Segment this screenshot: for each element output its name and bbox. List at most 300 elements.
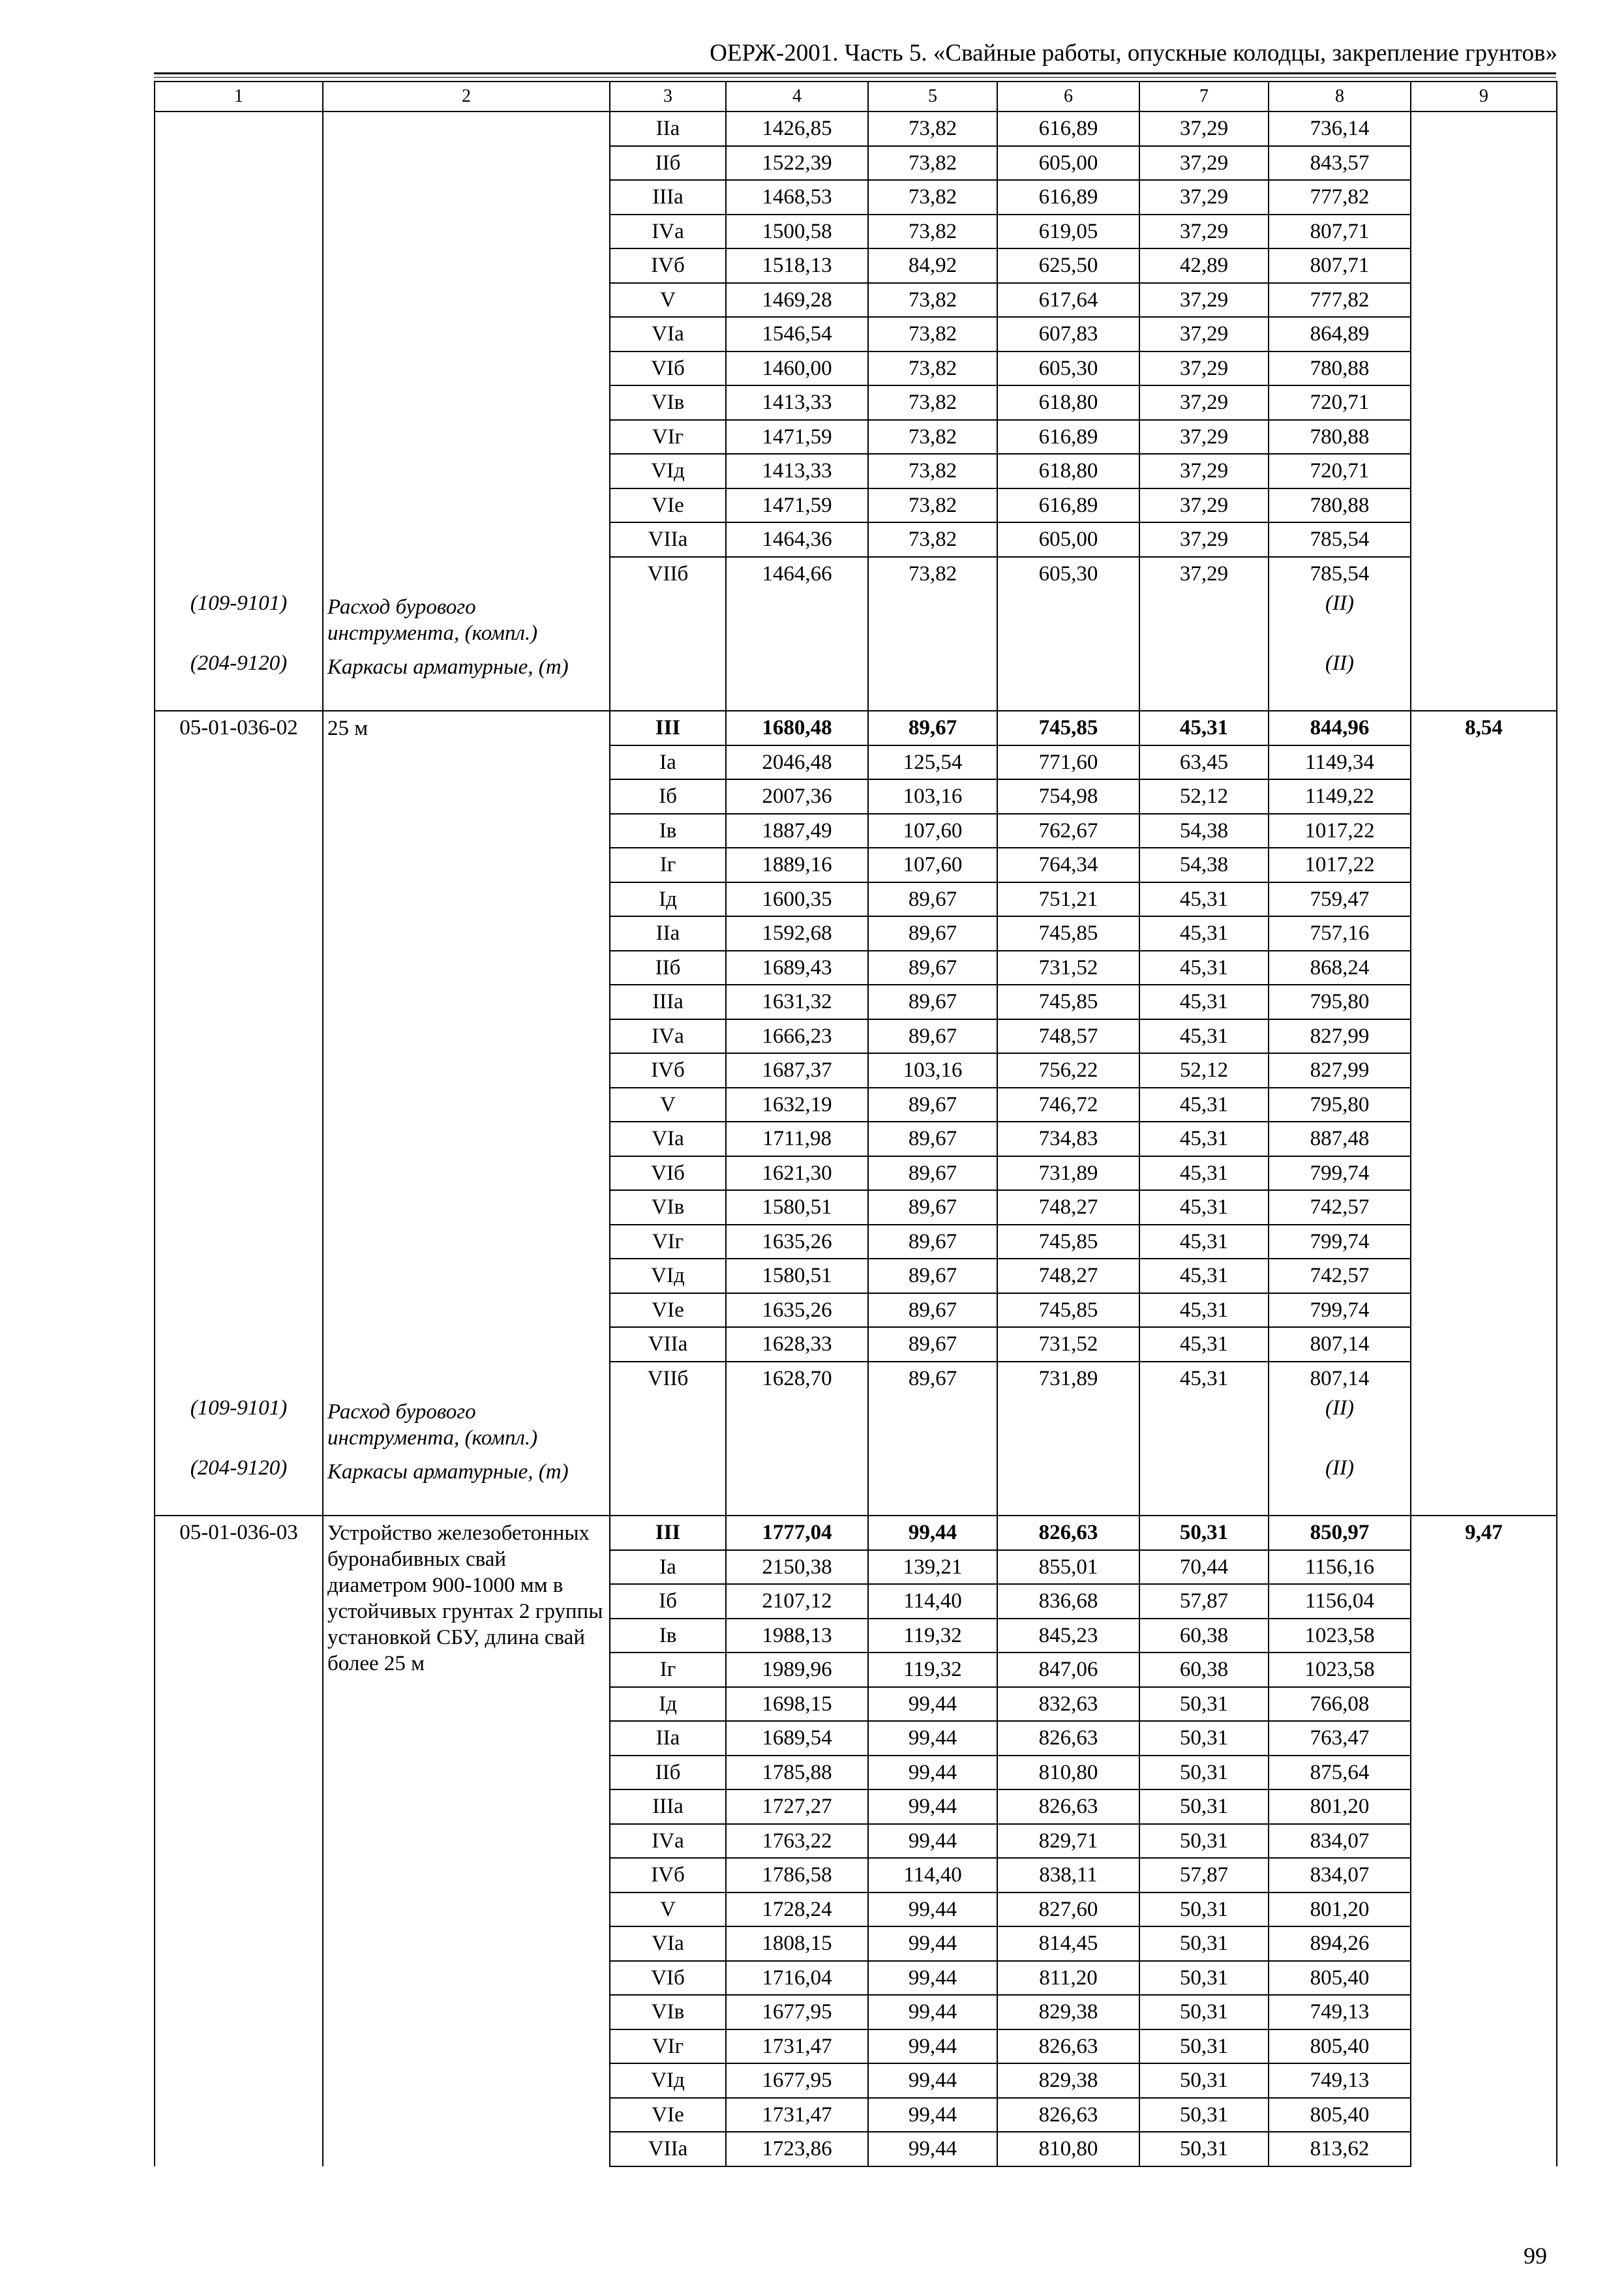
value-cell: 45,31 (1139, 882, 1269, 917)
value-cell: 45,31 (1139, 1327, 1269, 1362)
value-cell: 1468,53 (726, 180, 868, 215)
value-cell: 754,98 (997, 779, 1139, 814)
value-cell: 37,29 (1139, 283, 1269, 318)
value-cell: 1464,66 (726, 557, 868, 591)
value-cell: 894,26 (1269, 1926, 1411, 1961)
value-cell: 720,71 (1269, 454, 1411, 488)
empty-cell (726, 650, 868, 711)
zone-cell: IIа (610, 1721, 726, 1756)
value-cell: 829,38 (997, 2063, 1139, 2098)
value-cell: 1471,59 (726, 488, 868, 523)
value-cell: 99,44 (868, 1516, 997, 1550)
value-cell: 1677,95 (726, 2063, 868, 2098)
empty-cell (726, 1455, 868, 1516)
value-cell: 45,31 (1139, 1122, 1269, 1156)
zone-cell: VIIа (610, 2132, 726, 2166)
value-cell: 103,16 (868, 1053, 997, 1088)
value-cell: 73,82 (868, 112, 997, 146)
value-cell: 618,80 (997, 454, 1139, 488)
value-cell: 887,48 (1269, 1122, 1411, 1156)
col9-value: 9,47 (1411, 1516, 1557, 2166)
value-cell: 37,29 (1139, 420, 1269, 455)
value-cell: 731,52 (997, 951, 1139, 985)
zone-cell: IVа (610, 1824, 726, 1859)
zone-cell: VIе (610, 2098, 726, 2132)
value-cell: 1471,59 (726, 420, 868, 455)
value-cell: 73,82 (868, 385, 997, 420)
empty-cell (868, 590, 997, 650)
value-cell: 1426,85 (726, 112, 868, 146)
value-cell: 605,30 (997, 352, 1139, 386)
value-cell: 1723,86 (726, 2132, 868, 2166)
value-cell: 810,80 (997, 2132, 1139, 2166)
resource-name: Расход бурового инструмента, (компл.) (323, 1395, 610, 1455)
value-cell: 57,87 (1139, 1858, 1269, 1893)
work-name (323, 112, 610, 590)
zone-cell: IIа (610, 112, 726, 146)
value-cell: 759,47 (1269, 882, 1411, 917)
value-cell: 50,31 (1139, 1687, 1269, 1722)
empty-cell (997, 1395, 1139, 1455)
value-cell: 757,16 (1269, 916, 1411, 951)
zone-cell: Iв (610, 814, 726, 848)
value-cell: 736,14 (1269, 112, 1411, 146)
value-cell: 847,06 (997, 1653, 1139, 1687)
value-cell: 777,82 (1269, 180, 1411, 215)
work-name: Устройство железобетонных буронабивных свай диаметром 900-1000 мм в устойчивых грунтах 2 группы установкой СБУ, длина свай более 25 м (323, 1516, 610, 2166)
zone-cell: VIа (610, 317, 726, 352)
value-cell: 73,82 (868, 420, 997, 455)
value-cell: 73,82 (868, 488, 997, 523)
value-cell: 1698,15 (726, 1687, 868, 1722)
work-code (155, 112, 323, 590)
value-cell: 73,82 (868, 180, 997, 215)
value-cell: 834,07 (1269, 1824, 1411, 1859)
value-cell: 45,31 (1139, 951, 1269, 985)
value-cell: 805,40 (1269, 1961, 1411, 1996)
value-cell: 99,44 (868, 1789, 997, 1824)
value-cell: 1017,22 (1269, 814, 1411, 848)
value-cell: 1731,47 (726, 2098, 868, 2132)
resource-code: (109-9101) (155, 590, 323, 650)
zone-cell: Iд (610, 1687, 726, 1722)
resource-name: Каркасы арматурные, (т) (323, 1455, 610, 1516)
value-cell: 37,29 (1139, 385, 1269, 420)
column-number: 3 (610, 82, 726, 112)
value-cell: 1989,96 (726, 1653, 868, 1687)
value-cell: 73,82 (868, 146, 997, 181)
value-cell: 616,89 (997, 488, 1139, 523)
value-cell: 1887,49 (726, 814, 868, 848)
value-cell: 829,71 (997, 1824, 1139, 1859)
value-cell: 850,97 (1269, 1516, 1411, 1550)
column-numbers-row (155, 82, 1557, 112)
value-cell: 1500,58 (726, 215, 868, 249)
value-cell: 50,31 (1139, 1893, 1269, 1927)
value-cell: 45,31 (1139, 1088, 1269, 1122)
value-cell: 73,82 (868, 557, 997, 591)
value-cell: 119,32 (868, 1653, 997, 1687)
value-cell: 1023,58 (1269, 1619, 1411, 1653)
value-cell: 799,74 (1269, 1293, 1411, 1328)
column-number: 9 (1411, 82, 1557, 112)
value-cell: 89,67 (868, 1122, 997, 1156)
value-cell: 1635,26 (726, 1293, 868, 1328)
value-cell: 745,85 (997, 711, 1139, 745)
value-cell: 766,08 (1269, 1687, 1411, 1722)
value-cell: 748,27 (997, 1259, 1139, 1293)
value-cell: 1728,24 (726, 1893, 868, 1927)
value-cell: 785,54 (1269, 522, 1411, 557)
zone-cell: Iа (610, 745, 726, 780)
value-cell: 838,11 (997, 1858, 1139, 1893)
column-number: 6 (997, 82, 1139, 112)
value-cell: 1023,58 (1269, 1653, 1411, 1687)
page-number: 99 (1524, 2243, 1547, 2269)
value-cell: 119,32 (868, 1619, 997, 1653)
zone-cell: VIв (610, 1190, 726, 1225)
value-cell: 50,31 (1139, 2098, 1269, 2132)
zone-cell: VIе (610, 488, 726, 523)
value-cell: 99,44 (868, 1687, 997, 1722)
zone-cell: VIIб (610, 1362, 726, 1396)
value-cell: 37,29 (1139, 522, 1269, 557)
value-cell: 756,22 (997, 1053, 1139, 1088)
value-cell: 50,31 (1139, 1756, 1269, 1790)
value-cell: 1635,26 (726, 1225, 868, 1259)
zone-cell: Iб (610, 779, 726, 814)
value-cell: 45,31 (1139, 1019, 1269, 1054)
zone-cell: Iд (610, 882, 726, 917)
value-cell: 42,89 (1139, 248, 1269, 283)
empty-cell (610, 1395, 726, 1455)
value-cell: 829,38 (997, 1995, 1139, 2029)
resource-value: (II) (1269, 1455, 1411, 1516)
value-cell: 813,62 (1269, 2132, 1411, 2166)
value-cell: 1522,39 (726, 146, 868, 181)
value-cell: 50,31 (1139, 2029, 1269, 2064)
value-cell: 73,82 (868, 283, 997, 318)
empty-cell (868, 1395, 997, 1455)
value-cell: 807,71 (1269, 248, 1411, 283)
value-cell: 1580,51 (726, 1259, 868, 1293)
value-cell: 99,44 (868, 2063, 997, 2098)
value-cell: 1988,13 (726, 1619, 868, 1653)
col9-value: 8,54 (1411, 711, 1557, 1516)
value-cell: 745,85 (997, 916, 1139, 951)
value-cell: 73,82 (868, 454, 997, 488)
value-cell: 52,12 (1139, 1053, 1269, 1088)
value-cell: 864,89 (1269, 317, 1411, 352)
empty-cell (726, 1395, 868, 1455)
value-cell: 795,80 (1269, 985, 1411, 1019)
value-cell: 1889,16 (726, 848, 868, 882)
value-cell: 811,20 (997, 1961, 1139, 1996)
value-cell: 843,57 (1269, 146, 1411, 181)
value-cell: 1621,30 (726, 1156, 868, 1191)
zone-cell: VIа (610, 1926, 726, 1961)
value-cell: 2107,12 (726, 1584, 868, 1619)
value-cell: 1716,04 (726, 1961, 868, 1996)
value-cell: 139,21 (868, 1550, 997, 1585)
zone-cell: VIа (610, 1122, 726, 1156)
value-cell: 771,60 (997, 745, 1139, 780)
column-number: 4 (726, 82, 868, 112)
value-cell: 114,40 (868, 1858, 997, 1893)
value-cell: 1632,19 (726, 1088, 868, 1122)
value-cell: 731,89 (997, 1156, 1139, 1191)
value-cell: 45,31 (1139, 1190, 1269, 1225)
column-number: 1 (155, 82, 323, 112)
empty-cell (868, 1455, 997, 1516)
value-cell: 37,29 (1139, 146, 1269, 181)
value-cell: 1687,37 (726, 1053, 868, 1088)
zone-cell: VIв (610, 1995, 726, 2029)
value-cell: 625,50 (997, 248, 1139, 283)
empty-cell (997, 650, 1139, 711)
value-cell: 99,44 (868, 2132, 997, 2166)
value-cell: 1469,28 (726, 283, 868, 318)
empty-cell (726, 590, 868, 650)
work-code: 05-01-036-03 (155, 1516, 323, 2166)
value-cell: 617,64 (997, 283, 1139, 318)
zone-cell: V (610, 283, 726, 318)
value-cell: 810,80 (997, 1756, 1139, 1790)
value-cell: 1680,48 (726, 711, 868, 745)
value-cell: 731,89 (997, 1362, 1139, 1396)
value-cell: 57,87 (1139, 1584, 1269, 1619)
resource-row (155, 650, 1557, 711)
value-cell: 89,67 (868, 1225, 997, 1259)
value-cell: 616,89 (997, 112, 1139, 146)
value-cell: 45,31 (1139, 1225, 1269, 1259)
value-cell: 37,29 (1139, 317, 1269, 352)
zone-cell: IIб (610, 1756, 726, 1790)
value-cell: 89,67 (868, 1362, 997, 1396)
value-cell: 89,67 (868, 1259, 997, 1293)
zone-cell: VIIа (610, 1327, 726, 1362)
value-cell: 807,14 (1269, 1362, 1411, 1396)
value-cell: 1711,98 (726, 1122, 868, 1156)
zone-cell: IIIа (610, 1789, 726, 1824)
value-cell: 751,21 (997, 882, 1139, 917)
value-cell: 807,71 (1269, 215, 1411, 249)
zone-cell: Iа (610, 1550, 726, 1585)
value-cell: 1149,34 (1269, 745, 1411, 780)
value-cell: 1628,70 (726, 1362, 868, 1396)
zone-cell: IIб (610, 146, 726, 181)
value-cell: 60,38 (1139, 1653, 1269, 1687)
table-row (155, 1516, 1557, 1550)
value-cell: 45,31 (1139, 1362, 1269, 1396)
value-cell: 50,31 (1139, 2132, 1269, 2166)
value-cell: 832,63 (997, 1687, 1139, 1722)
resource-name: Расход бурового инструмента, (компл.) (323, 590, 610, 650)
header-rule-thick (154, 72, 1556, 74)
value-cell: 50,31 (1139, 1961, 1269, 1996)
value-cell: 54,38 (1139, 814, 1269, 848)
value-cell: 45,31 (1139, 916, 1269, 951)
value-cell: 99,44 (868, 1926, 997, 1961)
value-cell: 619,05 (997, 215, 1139, 249)
column-number: 7 (1139, 82, 1269, 112)
value-cell: 89,67 (868, 882, 997, 917)
value-cell: 780,88 (1269, 488, 1411, 523)
value-cell: 37,29 (1139, 180, 1269, 215)
value-cell: 89,67 (868, 1019, 997, 1054)
zone-cell: VIг (610, 1225, 726, 1259)
value-cell: 84,92 (868, 248, 997, 283)
value-cell: 1731,47 (726, 2029, 868, 2064)
value-cell: 73,82 (868, 522, 997, 557)
value-cell: 826,63 (997, 1789, 1139, 1824)
resource-code: (204-9120) (155, 650, 323, 711)
value-cell: 868,24 (1269, 951, 1411, 985)
value-cell: 1017,22 (1269, 848, 1411, 882)
value-cell: 731,52 (997, 1327, 1139, 1362)
zone-cell: IVа (610, 1019, 726, 1054)
value-cell: 45,31 (1139, 1156, 1269, 1191)
value-cell: 50,31 (1139, 1789, 1269, 1824)
value-cell: 749,13 (1269, 1995, 1411, 2029)
zone-cell: VIд (610, 454, 726, 488)
value-cell: 1600,35 (726, 882, 868, 917)
zone-cell: IIIа (610, 180, 726, 215)
value-cell: 1785,88 (726, 1756, 868, 1790)
value-cell: 826,63 (997, 1516, 1139, 1550)
value-cell: 2150,38 (726, 1550, 868, 1585)
zone-cell: IIIа (610, 985, 726, 1019)
value-cell: 827,60 (997, 1893, 1139, 1927)
zone-cell: VIг (610, 2029, 726, 2064)
zone-cell: Iг (610, 1653, 726, 1687)
value-cell: 801,20 (1269, 1789, 1411, 1824)
value-cell: 764,34 (997, 848, 1139, 882)
value-cell: 1580,51 (726, 1190, 868, 1225)
value-cell: 799,74 (1269, 1156, 1411, 1191)
value-cell: 99,44 (868, 2098, 997, 2132)
value-cell: 742,57 (1269, 1259, 1411, 1293)
value-cell: 37,29 (1139, 488, 1269, 523)
zone-cell: IIб (610, 951, 726, 985)
value-cell: 745,85 (997, 1293, 1139, 1328)
value-cell: 107,60 (868, 848, 997, 882)
value-cell: 1518,13 (726, 248, 868, 283)
value-cell: 37,29 (1139, 454, 1269, 488)
zone-cell: VIб (610, 1961, 726, 1996)
empty-cell (1139, 1455, 1269, 1516)
value-cell: 70,44 (1139, 1550, 1269, 1585)
value-cell: 37,29 (1139, 112, 1269, 146)
value-cell: 99,44 (868, 1721, 997, 1756)
value-cell: 99,44 (868, 1961, 997, 1996)
value-cell: 855,01 (997, 1550, 1139, 1585)
empty-cell (1139, 650, 1269, 711)
value-cell: 89,67 (868, 1327, 997, 1362)
empty-cell (1139, 1395, 1269, 1455)
value-cell: 52,12 (1139, 779, 1269, 814)
zone-cell: VIд (610, 1259, 726, 1293)
value-cell: 805,40 (1269, 2098, 1411, 2132)
value-cell: 826,63 (997, 2098, 1139, 2132)
value-cell: 1666,23 (726, 1019, 868, 1054)
value-cell: 37,29 (1139, 352, 1269, 386)
value-cell: 875,64 (1269, 1756, 1411, 1790)
resource-row (155, 1455, 1557, 1516)
empty-cell (868, 650, 997, 711)
value-cell: 780,88 (1269, 352, 1411, 386)
zone-cell: VIб (610, 352, 726, 386)
zone-cell: IVб (610, 248, 726, 283)
value-cell: 777,82 (1269, 283, 1411, 318)
zone-cell: IVб (610, 1053, 726, 1088)
value-cell: 99,44 (868, 1824, 997, 1859)
value-cell: 73,82 (868, 352, 997, 386)
value-cell: 746,72 (997, 1088, 1139, 1122)
column-number: 8 (1269, 82, 1411, 112)
value-cell: 618,80 (997, 385, 1139, 420)
page-header: ОЕРЖ-2001. Часть 5. «Свайные работы, опускные колодцы, закрепление грунтов» (710, 40, 1557, 67)
zone-cell: III (610, 711, 726, 745)
column-number: 5 (868, 82, 997, 112)
empty-cell (997, 590, 1139, 650)
value-cell: 37,29 (1139, 557, 1269, 591)
empty-cell (610, 1455, 726, 1516)
value-cell: 605,00 (997, 522, 1139, 557)
value-cell: 1689,43 (726, 951, 868, 985)
value-cell: 827,99 (1269, 1053, 1411, 1088)
value-cell: 1592,68 (726, 916, 868, 951)
value-cell: 814,45 (997, 1926, 1139, 1961)
value-cell: 89,67 (868, 1088, 997, 1122)
zone-cell: IVа (610, 215, 726, 249)
header-rule-thin (154, 77, 1556, 78)
value-cell: 1156,16 (1269, 1550, 1411, 1585)
value-cell: 45,31 (1139, 1293, 1269, 1328)
value-cell: 99,44 (868, 1995, 997, 2029)
value-cell: 720,71 (1269, 385, 1411, 420)
value-cell: 1808,15 (726, 1926, 868, 1961)
resource-value: (II) (1269, 650, 1411, 711)
value-cell: 89,67 (868, 1156, 997, 1191)
value-cell: 616,89 (997, 420, 1139, 455)
value-cell: 1149,22 (1269, 779, 1411, 814)
zone-cell: IIа (610, 916, 726, 951)
value-cell: 50,31 (1139, 1824, 1269, 1859)
table-row (155, 711, 1557, 745)
resource-value: (II) (1269, 1395, 1411, 1455)
value-cell: 1413,33 (726, 454, 868, 488)
value-cell: 2046,48 (726, 745, 868, 780)
value-cell: 89,67 (868, 1190, 997, 1225)
value-cell: 1156,04 (1269, 1584, 1411, 1619)
zone-cell: Iб (610, 1584, 726, 1619)
value-cell: 107,60 (868, 814, 997, 848)
zone-cell: VIе (610, 1293, 726, 1328)
value-cell: 616,89 (997, 180, 1139, 215)
value-cell: 89,67 (868, 951, 997, 985)
resource-code: (204-9120) (155, 1455, 323, 1516)
table-row (155, 112, 1557, 146)
empty-cell (610, 650, 726, 711)
value-cell: 605,30 (997, 557, 1139, 591)
value-cell: 99,44 (868, 1756, 997, 1790)
value-cell: 742,57 (1269, 1190, 1411, 1225)
value-cell: 745,85 (997, 985, 1139, 1019)
resource-name: Каркасы арматурные, (т) (323, 650, 610, 711)
value-cell: 45,31 (1139, 711, 1269, 745)
value-cell: 99,44 (868, 1893, 997, 1927)
